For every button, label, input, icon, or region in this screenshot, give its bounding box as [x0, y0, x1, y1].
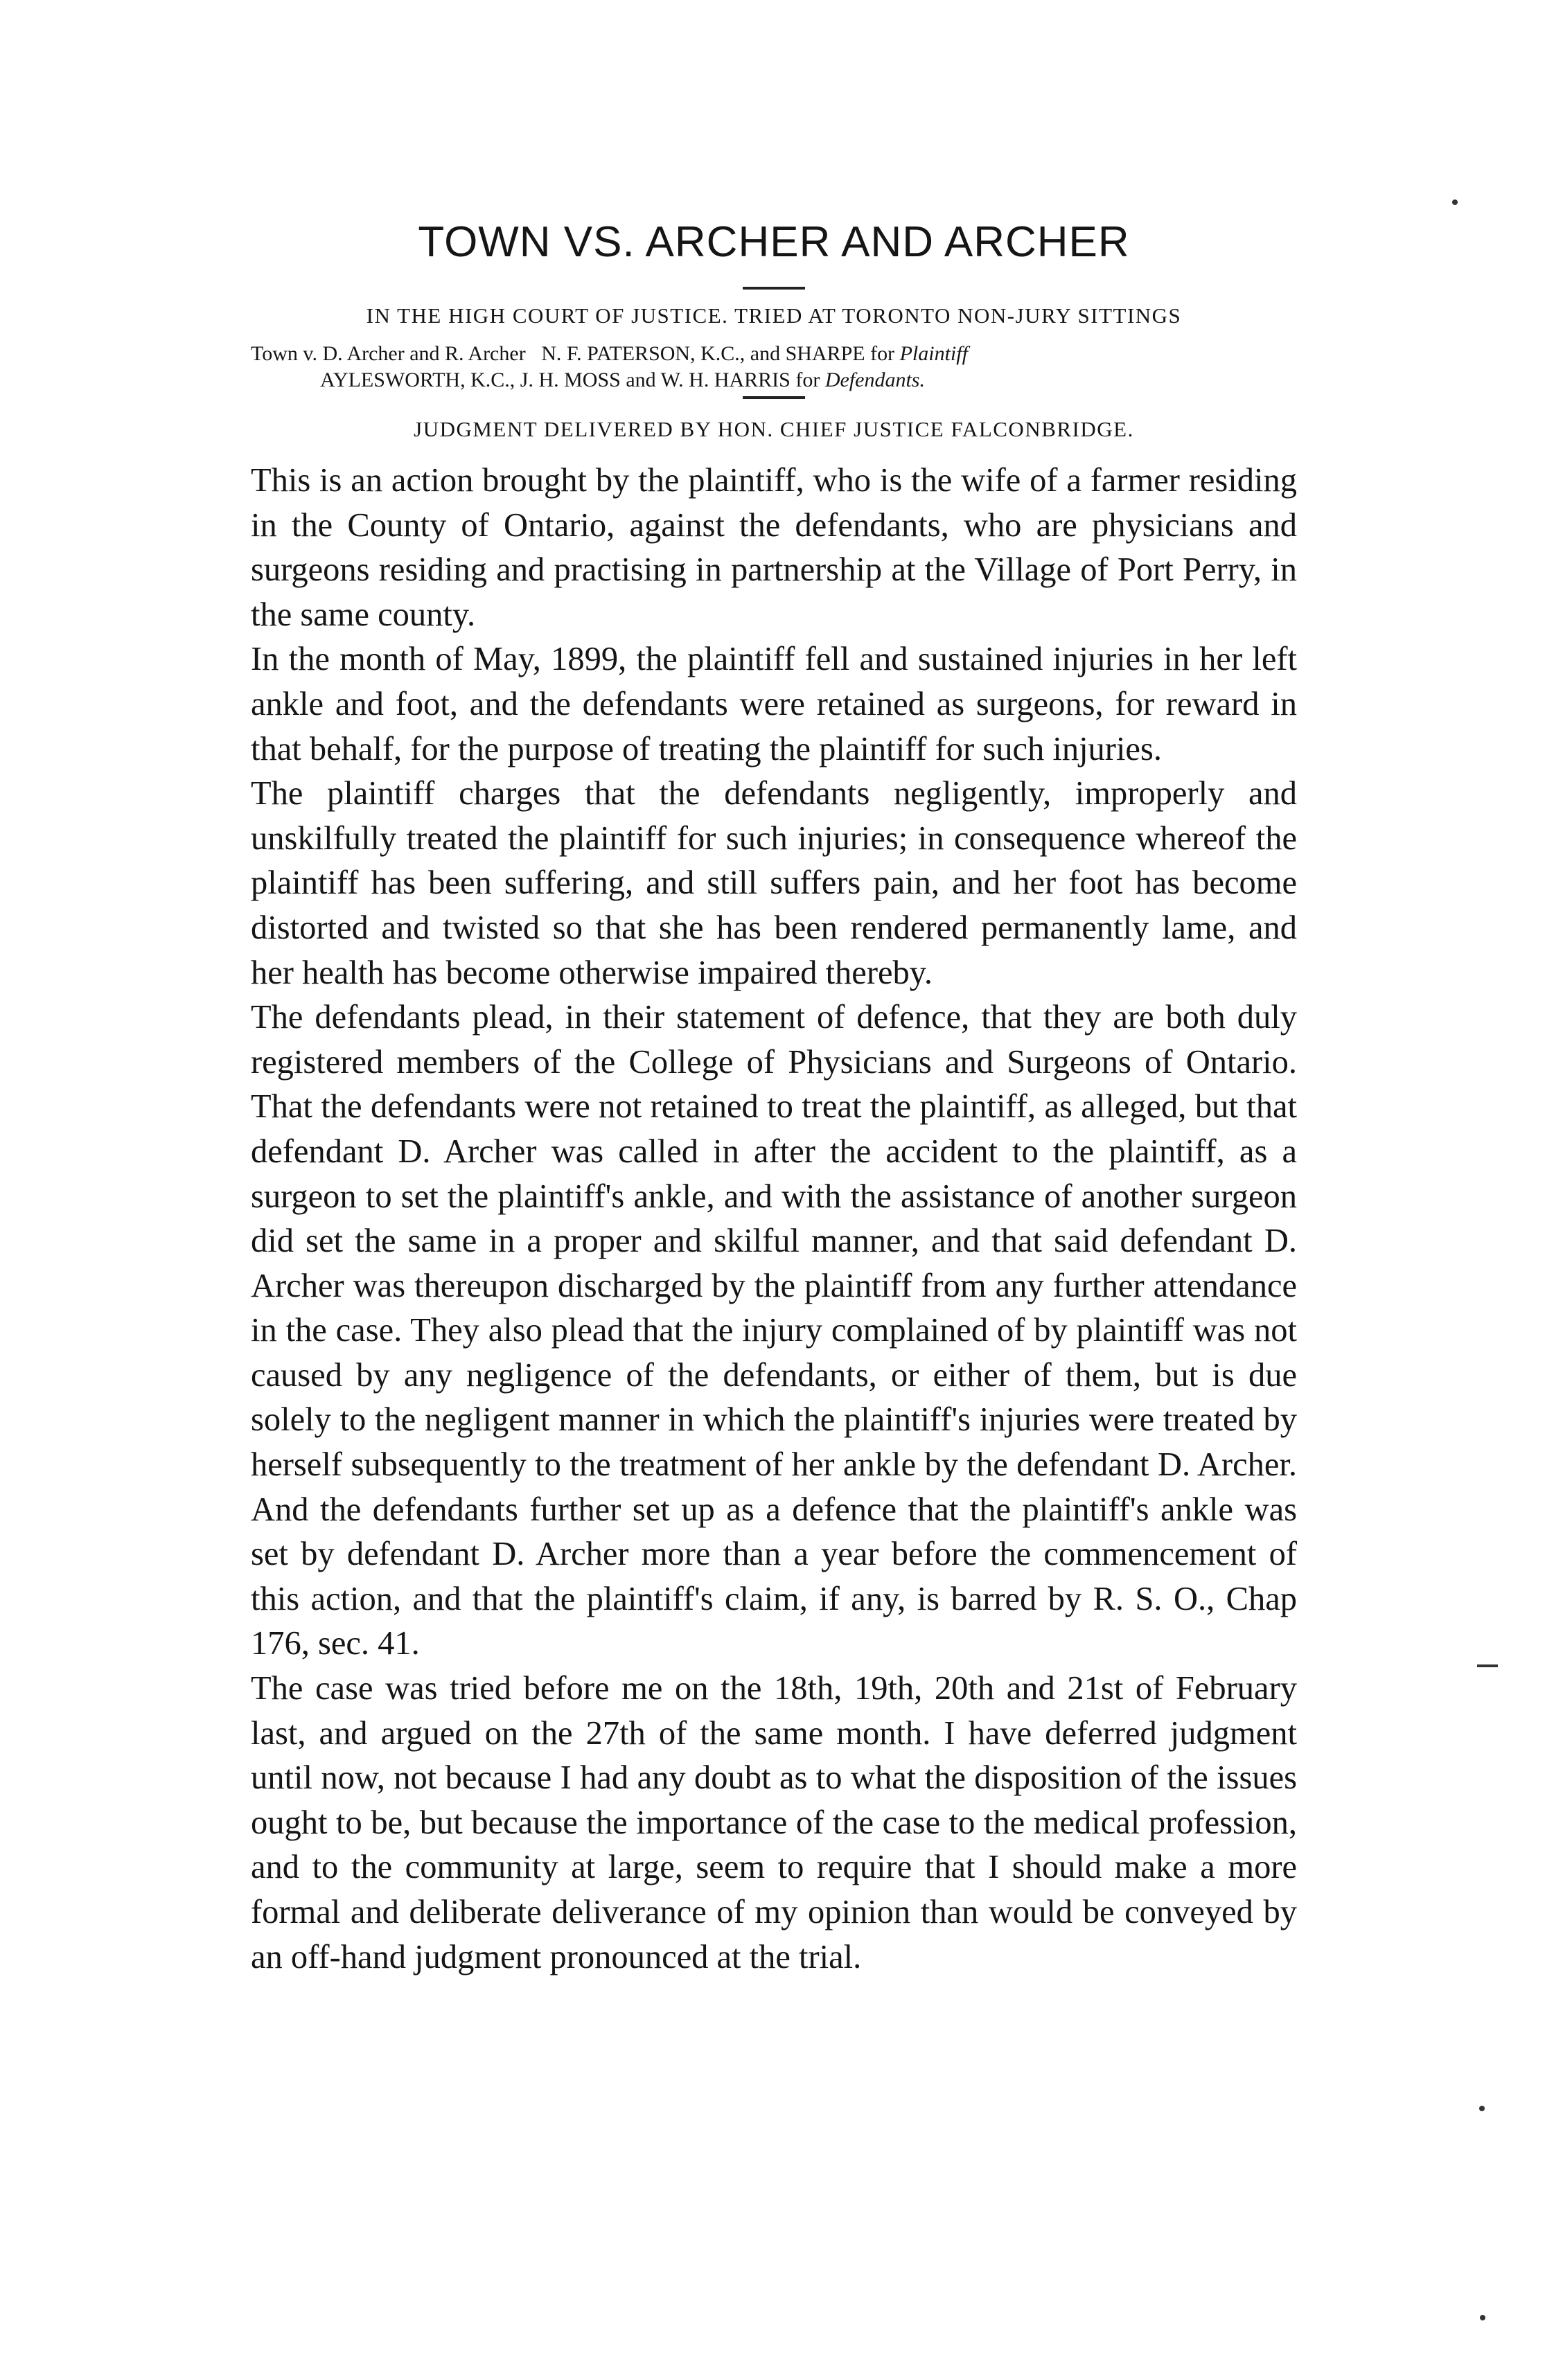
margin-dot: [1479, 2106, 1485, 2111]
document-content: [251, 208, 1297, 1980]
court-line: IN THE HIGH COURT OF JUSTICE. TRIED AT TORONTO NON-JURY SITTINGS: [366, 303, 1182, 328]
counsel-defendants-role: Defendants.: [824, 368, 925, 391]
margin-dot: [1480, 2315, 1485, 2320]
case-title: TOWN VS. ARCHER AND ARCHER: [418, 218, 1130, 266]
counsel-plaintiff: N. F. PATERSON, K.C., and SHARPE for: [541, 342, 895, 365]
margin-dot: [1452, 199, 1458, 205]
judgment-line: JUDGMENT DELIVERED BY HON. CHIEF JUSTICE FALCONBRIDGE.: [414, 417, 1134, 441]
paragraph: The plaintiff charges that the defendants negligently, improperly and unskilfully treated the plaintiff for such injuries; in consequence whereof the plaintiff has been suffering, and still suffers pain, and her foot has become distorted and twisted so that she has been rendered permanently lame, and her health has become otherwise impaired thereby.: [251, 775, 1297, 991]
margin-dash: [1477, 1664, 1498, 1667]
counsel-block: [251, 341, 1297, 393]
counsel-plaintiff-role: Plaintiff: [899, 342, 968, 365]
paragraph: The case was tried before me on the 18th, 19th, 20th and 21st of February last, and argued on the 27th of the same month. I have deferred judgment until now, not because I had any doubt as to what the disposition of the issues ought to be, but because the importance of the case to the medical profession, and to the community at large, seem to require that I should make a more formal and deliberate deliverance of my opinion than would be conveyed by an off-hand judgment pronounced at the trial.: [251, 1670, 1297, 1975]
paragraph: The defendants plead, in their statement of defence, that they are both duly registered members of the College of Physicians and Surgeons of Ontario. That the defendants were not retained to treat the plaintiff, as alleged, but that defendant D. Archer was called in after the accident to the plaintiff, as a surgeon to set the plaintiff's ankle, and with the assistance of another surgeon did set the same in a proper and skilful manner, and that said defendant D. Archer was thereupon discharged by the plaintiff from any further attendance in the case. They also plead that the injury complained of by plaintiff was not caused by any negligence of the defendants, or either of them, but is due solely to the negligent manner in which the plaintiff's injuries were treated by herself subsequently to the treatment of her ankle by the defendant D. Archer. And the defendants further set up as a defence that the plaintiff's ankle was set by defendant D. Archer more than a year before the commencement of this action, and that the plaintiff's claim, if any, is barred by R. S. O., Chap 176, sec. 41.: [251, 999, 1297, 1662]
counsel-defendants: AYLESWORTH, K.C., J. H. MOSS and W. H. HARRIS for: [320, 368, 820, 391]
paragraph: This is an action brought by the plaintiff, who is the wife of a farmer residing in the County of Ontario, against the defendants, who are physicians and surgeons residing and practising in partnership at the Village of Port Perry, in the same county.: [251, 462, 1297, 633]
counsel-line-defendants: [251, 367, 1297, 393]
title-rule: [743, 287, 805, 290]
counsel-line-plaintiff: [251, 341, 1297, 367]
counsel-parties: Town v. D. Archer and R. Archer: [251, 342, 526, 365]
paragraph: In the month of May, 1899, the plaintiff fell and sustained injuries in her left ankle and foot, and the defendants were retained as surgeons, for reward in that behalf, for the purpose of treating the plaintiff for such injuries.: [251, 641, 1297, 767]
counsel-rule: [743, 396, 805, 399]
judgment-body: [251, 459, 1297, 1980]
